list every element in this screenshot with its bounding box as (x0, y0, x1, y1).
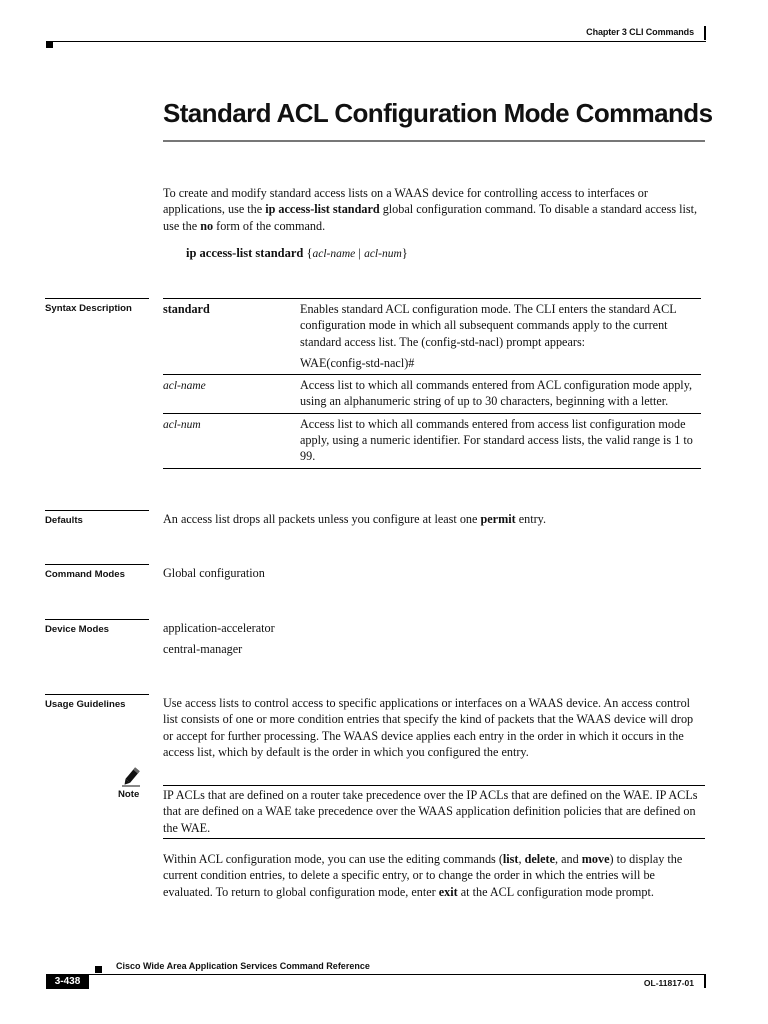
table-row (163, 413, 701, 468)
section-label-usage-guidelines: Usage Guidelines (45, 694, 149, 710)
command-syntax: ip access-list standard {acl-name | acl-num} (186, 246, 408, 260)
syntax-description-table (163, 298, 701, 469)
syntax-term: acl-name (163, 375, 300, 414)
section-label-defaults: Defaults (45, 510, 149, 526)
section-label-syntax-description: Syntax Description (45, 298, 149, 314)
prompt-example: WAE(config-std-nacl)# (300, 355, 415, 370)
command-modes-text: Global configuration (163, 566, 265, 580)
table-row (163, 299, 701, 375)
section-label-device-modes: Device Modes (45, 619, 149, 635)
intro-paragraph: To create and modify standard access lists on a WAAS device for controlling access to interfaces or applications, use the ip access-list standard global configuration command. To disable a standard access list, use the no form of the command. (163, 186, 698, 233)
footer-square (95, 966, 102, 973)
header-bar (704, 26, 706, 40)
title-rule (163, 140, 705, 142)
header-rule (46, 41, 706, 42)
device-mode-manager: central-manager (163, 642, 243, 656)
section-label-command-modes: Command Modes (45, 564, 149, 580)
syntax-desc: Access list to which all commands entered from access list configuration mode apply, using a numeric identifier. For standard access lists, the valid range is 1 to 99. (300, 413, 701, 468)
header-square (46, 41, 53, 48)
syntax-desc: Access list to which all commands entered from ACL configuration mode apply, using an alphanumeric string of up to 30 characters, beginning with a letter. (300, 375, 701, 414)
defaults-text: An access list drops all packets unless you configure at least one permit entry. (163, 512, 547, 526)
page-number: 3-438 (46, 975, 89, 989)
command-name: ip access-list standard (265, 202, 380, 217)
no-keyword: no (200, 218, 214, 233)
syntax-term: standard (163, 299, 300, 375)
document-number: OL-11817-01 (643, 978, 694, 988)
usage-paragraph-2: Within ACL configuration mode, you can use the editing commands (list, delete, and move) to display the current condition entries, to delete a specific entry, or to change the order in which the entries will be evaluated. To return to global configuration mode, enter exit at the ACL configuration mode prompt. (163, 852, 683, 899)
footer-book-title: Cisco Wide Area Application Services Command Reference (116, 961, 370, 971)
footer-bar (704, 975, 706, 988)
footer-rule (46, 974, 706, 975)
device-mode-accelerator: application-accelerator (163, 621, 275, 635)
page-title: Standard ACL Configuration Mode Commands (163, 98, 713, 128)
syntax-term: acl-num (163, 413, 300, 468)
note-text: IP ACLs that are defined on a router take precedence over the IP ACLs that are defined on the WAE. IP ACLs that are defined on a WAE take precedence over the WAAS application definition policies that are defined on the WAE. (163, 788, 698, 835)
usage-paragraph: Use access lists to control access to specific applications or interfaces on a WAAS device. An access control list consists of one or more condition entries that specify the kind of packets that the WAAS device will drop or accept for further processing. The WAAS device applies each entry in the order in which it occurs in the access list, which by default is the order in which you configured the entry. (163, 696, 694, 759)
syntax-desc: Enables standard ACL configuration mode. The CLI enters the standard ACL configuration mode in which all subsequent commands apply to the current standard access list. The (config-std-nacl) prompt appears: WAE(config-std-nacl)# (300, 299, 701, 375)
pencil-icon (120, 766, 142, 788)
note-rule-top (163, 785, 705, 786)
table-row (163, 375, 701, 414)
note-rule-bottom (163, 838, 705, 839)
running-header-chapter: Chapter 3 CLI Commands (586, 27, 694, 37)
note-label: Note (118, 789, 140, 800)
